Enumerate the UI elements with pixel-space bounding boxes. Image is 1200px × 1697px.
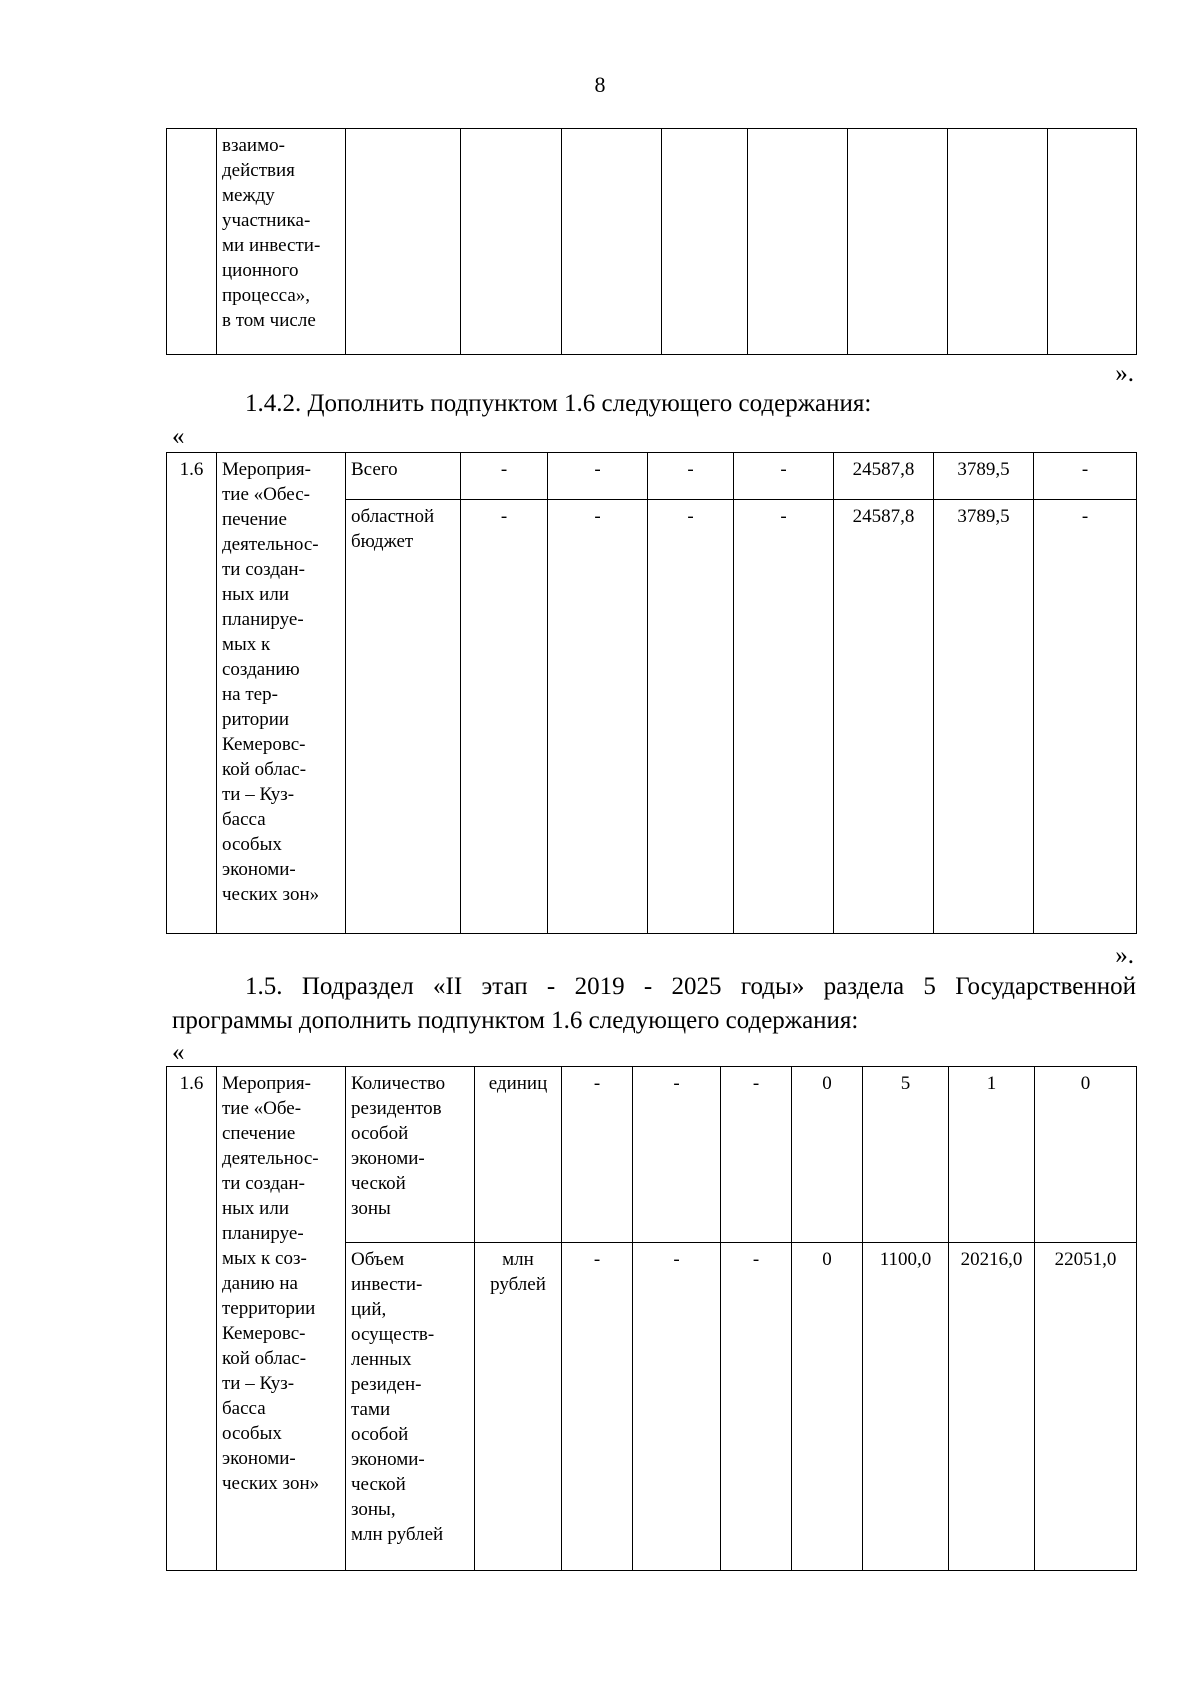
value-cell: - [633, 1243, 721, 1571]
value-cell: - [1034, 453, 1137, 500]
measure-name [217, 453, 346, 934]
table-cell [662, 129, 748, 355]
funding-source: областной бюджет [346, 500, 461, 934]
unit-cell: единиц [475, 1067, 562, 1243]
value-cell: - [548, 453, 648, 500]
page-number: 8 [594, 72, 606, 97]
closing-quote: ». [1115, 942, 1134, 969]
value-cell: - [548, 500, 648, 934]
value-cell: 24587,8 [834, 500, 934, 934]
table-cell [748, 129, 848, 355]
value-cell: 24587,8 [834, 453, 934, 500]
row-number: 1.6 [167, 453, 217, 934]
closing-quote: ». [1115, 360, 1134, 387]
row-number: 1.6 [167, 1067, 217, 1571]
section-1-5-line-1: 1.5. Подраздел «II этап - 2019 - 2025 годы» раздела 5 Государственной [245, 973, 1136, 1000]
table-1-fragment [166, 128, 1137, 355]
value-cell: - [721, 1243, 792, 1571]
value-cell: 3789,5 [934, 453, 1034, 500]
value-cell: - [721, 1067, 792, 1243]
table-cell [948, 129, 1048, 355]
measure-name-text: Мероприя- тие «Обес- печение деятельнос- ти создан- ных или планируе- мых к созданию на тер- ритории Кемеровс- кой облас- ти – Куз- басса особых экономи- ческих зон» [222, 459, 320, 905]
value-cell: - [648, 500, 734, 934]
value-cell: 5 [863, 1067, 949, 1243]
value-cell: - [734, 500, 834, 934]
table-cell [461, 129, 562, 355]
value-cell: 22051,0 [1035, 1243, 1137, 1571]
value-cell: - [633, 1067, 721, 1243]
row-number [167, 129, 217, 355]
table-cell [1048, 129, 1137, 355]
table-row [167, 453, 1137, 500]
indicator-name: Количество резидентов особой экономи- ческой зоны [346, 1067, 475, 1243]
value-cell: - [1034, 500, 1137, 934]
table-cell [346, 129, 461, 355]
value-cell: 0 [792, 1243, 863, 1571]
value-cell: - [461, 500, 548, 934]
value-cell: 1100,0 [863, 1243, 949, 1571]
measure-name-text: взаимо- действия между участника- ми инвести- ционного процесса», в том числе [222, 135, 321, 331]
unit-cell: млн рублей [475, 1243, 562, 1571]
table-row [167, 1067, 1137, 1243]
measure-name [217, 1067, 346, 1571]
table-cell [562, 129, 662, 355]
table-3-indicators [166, 1066, 1137, 1571]
value-cell: 1 [949, 1067, 1035, 1243]
table-row [167, 129, 1137, 355]
value-cell: 3789,5 [934, 500, 1034, 934]
value-cell: - [562, 1243, 633, 1571]
table-cell [848, 129, 948, 355]
opening-quote: « [172, 423, 185, 450]
section-1-4-2-text: 1.4.2. Дополнить подпунктом 1.6 следующего содержания: [245, 390, 872, 417]
indicator-name: Объем инвести- ций, осуществ- ленных резиден- тами особой экономи- ческой зоны, млн рублей [346, 1243, 475, 1571]
measure-name [217, 129, 346, 355]
section-1-5-line-2: программы дополнить подпунктом 1.6 следующего содержания: [172, 1007, 859, 1034]
value-cell: 20216,0 [949, 1243, 1035, 1571]
funding-source: Всего [346, 453, 461, 500]
value-cell: - [734, 453, 834, 500]
opening-quote: « [172, 1039, 185, 1066]
value-cell: - [648, 453, 734, 500]
value-cell: 0 [1035, 1067, 1137, 1243]
measure-name-text: Мероприя- тие «Обе- спечение деятельнос- ти создан- ных или планируе- мых к соз- данию на территории Кемеровс- кой облас- ти – Куз- басса особых экономи- ческих зон» [222, 1073, 320, 1494]
table-2-financing [166, 452, 1137, 934]
value-cell: 0 [792, 1067, 863, 1243]
value-cell: - [461, 453, 548, 500]
value-cell: - [562, 1067, 633, 1243]
